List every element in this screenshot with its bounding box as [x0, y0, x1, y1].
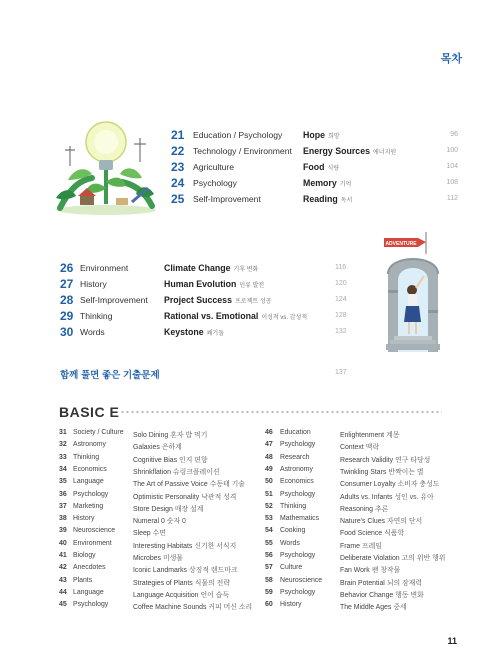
basic-item-title-en: Context: [340, 444, 364, 452]
basic-item-number: 31: [59, 429, 67, 436]
basic-item-category: Society / Culture: [73, 429, 124, 436]
basic-item-number: 44: [59, 588, 67, 596]
basic-item-number: 46: [265, 429, 273, 436]
basic-item-number: 37: [59, 502, 67, 510]
basic-item-title-kr: 매장 설계: [174, 505, 204, 513]
basic-item-title-en: The Middle Ages: [340, 604, 392, 612]
basic-item-title-en: Optimistic Personality: [133, 493, 200, 501]
basic-item-title-en: Food Science: [340, 530, 383, 538]
basic-item-title-en: Sleep: [133, 530, 151, 538]
basic-item-category: Language: [73, 478, 104, 486]
toc-entry-keyword-en: Keystone: [164, 327, 204, 337]
basic-item-title-en: Brain Potential: [340, 579, 385, 587]
basic-item-number: 45: [59, 601, 67, 609]
toc-entry[interactable]: [0, 310, 500, 324]
basic-item-title: [340, 527, 404, 537]
basic-item-title-kr: 커피 머신 소리: [208, 604, 253, 612]
toc-entry-keyword: [303, 194, 352, 204]
toc-entry-category: History: [80, 279, 107, 289]
basic-item-title-en: Shrinkflation: [133, 468, 171, 476]
toc-entry-keyword-kr: 기억: [339, 182, 352, 188]
page-number: 11: [447, 636, 457, 646]
basic-item-title: [340, 601, 407, 611]
basic-item-title-kr: 계몽: [386, 432, 400, 439]
basic-item-title-en: Frame: [340, 542, 360, 550]
basic-item-category: Astronomy: [280, 465, 313, 473]
toc-entry-page: 116: [335, 264, 347, 271]
basic-item-category: Plants: [73, 576, 93, 584]
basic-item-number: 56: [265, 552, 273, 559]
basic-item-title-kr: 추론: [374, 505, 389, 513]
toc-entry-page: 108: [446, 179, 458, 186]
toc-entry[interactable]: [0, 193, 500, 207]
toc-entry-keyword-kr: 인류 발전: [239, 283, 265, 289]
basic-item-title-kr: 슈링크플레이션: [172, 468, 220, 476]
basic-list-item[interactable]: [0, 552, 500, 564]
toc-entry[interactable]: [0, 161, 500, 175]
toc-entry[interactable]: [0, 326, 500, 340]
basic-list-item[interactable]: [0, 564, 500, 576]
toc-entry-keyword-en: Food: [303, 162, 325, 172]
toc-entry-page: 100: [446, 147, 458, 154]
toc-entry-keyword-en: Human Evolution: [164, 279, 237, 289]
toc-entry-category: Self-Improvement: [193, 194, 261, 204]
toc-entry-number: 24: [171, 176, 185, 190]
toc-entry[interactable]: [0, 177, 500, 191]
basic-item-title: [340, 454, 430, 464]
toc-entry-keyword: [164, 279, 264, 289]
toc-entry-page: 120: [335, 280, 347, 287]
basic-item-title: [340, 429, 399, 439]
basic-item-category: Culture: [280, 564, 303, 572]
toc-entry-keyword: [164, 311, 307, 321]
basic-item-title-kr: 혼자 밥 먹기: [170, 432, 208, 439]
basic-item-title: [340, 503, 388, 513]
toc-entry-keyword-kr: 기후 변화: [233, 267, 259, 273]
basic-item-title-kr: 인지 편향: [179, 456, 208, 464]
basic-item-title: [340, 589, 424, 599]
toc-entry-category: Self-Improvement: [80, 295, 148, 305]
basic-item-category: Cooking: [280, 527, 306, 535]
basic-item-number: 48: [265, 453, 273, 461]
basic-item-number: 60: [265, 601, 273, 609]
toc-entry[interactable]: [0, 278, 500, 292]
basic-item-title-kr: 중세: [393, 604, 407, 612]
basic-item-title-en: Galaxies: [133, 444, 160, 452]
basic-item-title-kr: 언어 습득: [200, 591, 230, 599]
basic-item-title: [340, 491, 434, 501]
basic-item-category: Thinking: [73, 453, 100, 461]
basic-item-title-en: Nature's Clues: [340, 518, 385, 526]
basic-item-number: 53: [265, 515, 273, 523]
basic-item-title-kr: 상징적 랜드마크: [189, 567, 238, 575]
basic-item-category: Mathematics: [280, 515, 320, 523]
basic-item-title-en: Coffee Machine Sounds: [133, 604, 207, 612]
toc-entry-keyword: [164, 327, 224, 337]
basic-item-number: 52: [265, 502, 273, 510]
toc-entry-keyword-en: Memory: [303, 178, 337, 188]
basic-item-title-en: Numeral 0: [133, 518, 165, 526]
basic-item-number: 40: [59, 539, 67, 547]
basic-list-item[interactable]: [0, 527, 500, 539]
toc-entry-keyword-en: Climate Change: [164, 263, 231, 273]
toc-entry-number: 30: [60, 325, 74, 339]
basic-item-title-en: Enlightenment: [340, 432, 385, 439]
basic-item-category: Anecdotes: [73, 564, 106, 572]
toc-entry-keyword-en: Reading: [303, 194, 338, 204]
basic-list-item[interactable]: [0, 515, 500, 527]
basic-item-title: [340, 540, 382, 550]
basic-item-title-kr: 고의 위반 행위: [401, 555, 446, 562]
page-header-title: 목차: [440, 53, 462, 65]
basic-item-number: 36: [59, 490, 67, 498]
basic-list-item[interactable]: [0, 577, 500, 589]
toc-entry-number: 21: [171, 128, 185, 142]
basic-item-title: [340, 478, 439, 488]
basic-list-item[interactable]: [0, 601, 500, 613]
toc-entry-keyword-kr: 프로젝트 성공: [234, 299, 272, 305]
basic-item-number: 57: [265, 564, 273, 572]
toc-entry-category: Environment: [80, 263, 129, 273]
basic-item-number: 55: [265, 539, 273, 547]
basic-item-title-kr: 프레임: [361, 542, 382, 550]
basic-list-item[interactable]: [0, 503, 500, 515]
basic-item-title: [340, 515, 422, 525]
toc-entry-keyword: [164, 263, 258, 273]
basic-item-title-kr: 맥락: [365, 444, 380, 452]
toc-entry-keyword-kr: 식량: [327, 166, 340, 172]
basic-item-title-en: Twinkling Stars: [340, 468, 387, 476]
basic-item-number: 59: [265, 588, 273, 596]
basic-item-category: Psychology: [73, 490, 109, 498]
basic-item-category: History: [280, 601, 302, 609]
basic-item-category: Economics: [73, 465, 107, 473]
basic-item-number: 39: [59, 527, 67, 535]
basic-item-category: Research: [280, 453, 310, 461]
toc-entry[interactable]: [0, 294, 500, 308]
basic-item-number: 35: [59, 478, 67, 486]
toc-entry[interactable]: [0, 262, 500, 276]
basic-item-category: Economics: [280, 478, 314, 486]
basic-item-number: 34: [59, 465, 67, 473]
basic-item-category: Education: [280, 429, 311, 436]
basic-item-category: Biology: [73, 552, 96, 559]
toc-entry-page: 128: [335, 312, 347, 319]
basic-item-title-en: Iconic Landmarks: [133, 567, 188, 575]
basic-item-title-kr: 식물의 전략: [194, 579, 230, 587]
basic-list-item[interactable]: [0, 466, 500, 478]
basic-item-category: Language: [73, 588, 104, 596]
basic-item-title-kr: 성인 vs. 유아: [394, 493, 434, 501]
toc-entry-page: 96: [450, 131, 458, 138]
basic-item-title-kr: 수면: [152, 530, 166, 538]
toc-entry-page: 104: [446, 163, 458, 170]
basic-item-category: Psychology: [280, 588, 316, 596]
toc-entry-number: 27: [60, 277, 74, 291]
basic-item-title-kr: 소비자 충성도: [397, 481, 440, 489]
basic-item-title-kr: 은하계: [161, 444, 182, 452]
basic-item-category: Psychology: [280, 441, 316, 449]
toc-entry-keyword: [164, 295, 271, 305]
basic-item-title-en: Reasoning: [340, 505, 373, 513]
basic-item-number: 49: [265, 465, 273, 473]
toc-entry-category: Technology / Environment: [193, 146, 292, 156]
basic-item-title: [340, 441, 379, 451]
toc-entry-category: Words: [80, 327, 105, 337]
basic-list-item[interactable]: [0, 441, 500, 453]
basic-item-title-kr: 뇌의 잠재력: [386, 579, 423, 587]
basic-item-title-kr: 행동 변화: [395, 591, 424, 599]
basic-item-category: Psychology: [280, 490, 316, 498]
basic-item-title: [340, 577, 422, 587]
toc-entry-keyword-en: Energy Sources: [303, 146, 370, 156]
basic-item-number: 58: [265, 576, 273, 584]
basic-item-number: 47: [265, 441, 273, 449]
toc-entry-keyword-en: Rational vs. Emotional: [164, 311, 259, 321]
basic-item-category: Thinking: [280, 502, 307, 510]
basic-item-title-en: Store Design: [133, 505, 173, 513]
basic-item-title-en: Language Acquisition: [133, 591, 199, 599]
basic-item-number: 42: [59, 564, 67, 572]
toc-entry-keyword-kr: 쐐기돌: [206, 331, 224, 337]
toc-entry-category: Agriculture: [193, 162, 235, 172]
toc-entry-keyword-en: Project Success: [164, 295, 232, 305]
basic-item-title-kr: 낙관적 성격: [201, 493, 237, 501]
basic-item-title: [340, 564, 400, 574]
basic-list-item[interactable]: [0, 491, 500, 503]
toc-entry-category: Education / Psychology: [193, 130, 283, 140]
basic-item-title-en: Research Validity: [340, 456, 394, 464]
basic-item-number: 50: [265, 478, 273, 486]
basic-item-title-kr: 반짝이는 별: [388, 468, 424, 476]
basic-list-item[interactable]: [0, 454, 500, 466]
toc-entry-keyword-kr: 희망: [328, 134, 340, 140]
toc-entry-number: 28: [60, 293, 74, 307]
toc-entry-page: 132: [335, 328, 347, 335]
basic-item-number: 38: [59, 515, 67, 523]
toc-entry-number: 23: [171, 160, 185, 174]
extra-problems-link[interactable]: 함께 풀면 좋은 기출문제: [60, 370, 160, 381]
basic-item-title-en: Adults vs. Infants: [340, 493, 393, 501]
toc-entry-keyword: [303, 178, 351, 188]
toc-entry-number: 25: [171, 192, 185, 206]
extra-problems-page: 137: [335, 369, 347, 376]
basic-item-category: Astronomy: [73, 441, 106, 449]
basic-list-item[interactable]: [0, 429, 500, 441]
basic-item-title-kr: 미생물: [162, 555, 183, 562]
basic-item-title-en: Behavior Change: [340, 591, 394, 599]
toc-entry-keyword-kr: 이성적 vs. 감성적: [261, 315, 308, 321]
dotted-divider: [120, 410, 442, 414]
toc-entry-category: Thinking: [80, 311, 113, 321]
basic-item-category: Neuroscience: [280, 576, 323, 584]
basic-item-title-kr: 숫자 0: [166, 518, 186, 526]
toc-entry-keyword-en: Hope: [303, 130, 325, 140]
basic-item-title-kr: 수동태 기술: [209, 481, 245, 489]
basic-item-title-kr: 연구 타당성: [395, 456, 431, 464]
basic-list-item[interactable]: [0, 589, 500, 601]
toc-entry-keyword: [303, 130, 340, 140]
basic-item-title-en: Cognitive Bias: [133, 456, 178, 464]
basic-item-title-en: Fan Work: [340, 567, 370, 575]
toc-entry-keyword: [303, 146, 396, 156]
basic-item-number: 43: [59, 576, 67, 584]
basic-list-item[interactable]: [0, 540, 500, 552]
toc-entry-number: 22: [171, 144, 185, 158]
toc-entry[interactable]: [0, 129, 500, 143]
basic-item-title-en: Strategies of Plants: [133, 579, 193, 587]
basic-item-number: 32: [59, 441, 67, 449]
basic-item-title: [340, 552, 445, 562]
basic-item-number: 54: [265, 527, 273, 535]
basic-item-title-en: The Art of Passive Voice: [133, 481, 208, 489]
basic-item-category: Words: [280, 539, 300, 547]
toc-entry-keyword-kr: 에너지원: [372, 150, 397, 156]
basic-section-title: BASIC E: [59, 404, 120, 420]
basic-item-title-kr: 팬 창작물: [371, 567, 401, 575]
basic-item-title: [340, 466, 424, 476]
basic-item-category: History: [73, 515, 95, 523]
basic-item-title-en: Microbes: [133, 555, 161, 562]
basic-item-title-en: Solo Dining: [133, 432, 169, 439]
toc-entry-page: 124: [335, 296, 347, 303]
basic-item-category: Neuroscience: [73, 527, 116, 535]
basic-item-title-kr: 식품학: [384, 530, 405, 538]
adventure-banner-text: ADVENTURE: [385, 241, 417, 247]
toc-entry-keyword: [303, 162, 339, 172]
toc-entry-category: Psychology: [193, 178, 237, 188]
basic-item-category: Marketing: [73, 502, 104, 510]
basic-item-title-en: Interesting Habitats: [133, 542, 193, 550]
basic-item-category: Environment: [73, 539, 112, 547]
toc-entry-number: 29: [60, 309, 74, 323]
toc-entry-keyword-kr: 독서: [340, 198, 353, 204]
basic-item-number: 33: [59, 453, 67, 461]
basic-item-category: Psychology: [280, 552, 316, 559]
basic-item-number: 41: [59, 552, 67, 559]
basic-item-number: 51: [265, 490, 273, 498]
basic-item-title-kr: 신기한 서식지: [194, 542, 237, 550]
toc-entry-page: 112: [446, 195, 458, 202]
basic-item-title-kr: 자연의 단서: [386, 518, 423, 526]
basic-list-item[interactable]: [0, 478, 500, 490]
basic-item-title-en: Deliberate Violation: [340, 555, 400, 562]
basic-item-category: Psychology: [73, 601, 109, 609]
basic-item-title-en: Consumer Loyalty: [340, 481, 396, 489]
toc-entry-number: 26: [60, 261, 74, 275]
toc-entry[interactable]: [0, 145, 500, 159]
